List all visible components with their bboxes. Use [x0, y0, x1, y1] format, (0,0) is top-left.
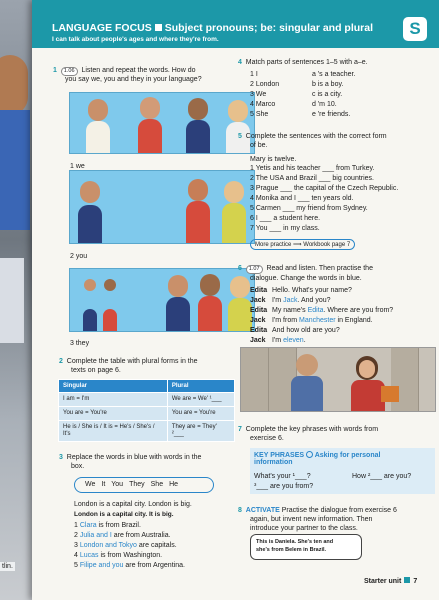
ex5-instruction-2: of be.	[250, 142, 268, 149]
match-right: a 's a teacher.	[312, 71, 356, 78]
list-item: 2 Julia and I are from Australia.	[74, 532, 171, 539]
ex6-instruction-2: dialogue. Change the words in blue.	[250, 275, 362, 282]
ex3-example-b: London is a capital city. It is big.	[74, 511, 174, 518]
page-subtitle: I can talk about people's ages and where they're from.	[52, 36, 219, 43]
list-item: 1 Clara is from Brazil.	[74, 522, 141, 529]
ex5-example: Mary is twelve.	[250, 156, 297, 163]
list-item: 4 Monika and I ___ ten years old.	[250, 195, 354, 202]
ex2-instruction: 2 Complete the table with plural forms in the	[59, 358, 198, 365]
ex2-instruction-2: texts on page 6.	[71, 367, 121, 374]
ex5-instruction: 5 Complete the sentences with the correct form	[238, 133, 387, 140]
key-phrases-box: KEY PHRASES Asking for personal information What's your ¹___? How ²___ are you? ³___ are you from?	[250, 448, 435, 494]
illustration-you	[69, 170, 255, 244]
caption-they: 3 they	[70, 340, 90, 347]
list-item: 7 You ___ in my class.	[250, 225, 320, 232]
header-banner	[32, 0, 439, 48]
list-item: 3 Prague ___ the capital of the Czech Republic.	[250, 185, 399, 192]
match-left: 3 We	[250, 91, 267, 98]
left-page-fragment: tlin.	[2, 563, 13, 570]
workbook-link[interactable]: More practice ⟹ Workbook page 7	[250, 239, 355, 250]
match-right: e 're friends.	[312, 111, 351, 118]
ex3-instruction: 3 Replace the words in blue with words in the	[59, 454, 202, 461]
textbook-page	[32, 0, 439, 600]
ex4-instruction: 4 Match parts of sentences 1–5 with a–e.	[238, 59, 368, 66]
table-row: He is / She is / It is = He's / She's / It's They are = They' ²___	[59, 421, 235, 442]
caption-we: 1 we	[70, 163, 85, 170]
ex6-instruction: 6 1.07 Read and listen. Then practise the	[238, 265, 373, 272]
list-item: 4 Lucas is from Washington.	[74, 552, 163, 559]
dialogue-line: Edita Hello. What's your name?	[250, 287, 352, 294]
ex3-instruction-2: box.	[71, 463, 85, 470]
list-item: 3 London and Tokyo are capitals.	[74, 542, 177, 549]
list-item: 1 Yetis and his teacher ___ from Turkey.	[250, 165, 375, 172]
table-row: You are = You're You are = You're	[59, 407, 235, 421]
table-header: Plural	[167, 380, 234, 393]
list-item: 5 Filipe and you are from Argentina.	[74, 562, 185, 569]
audio-icon[interactable]: 1.06	[61, 67, 78, 76]
page-title: LANGUAGE FOCUS Subject pronouns; be: singular and plural	[52, 22, 374, 34]
match-right: c is a city.	[312, 91, 343, 98]
match-right: d 'm 10.	[312, 101, 337, 108]
table-header: Singular	[59, 380, 168, 393]
left-page-photo	[0, 0, 32, 600]
list-item: 6 I ___ a student here.	[250, 215, 321, 222]
table-row: I am = I'm We are = We' ¹___	[59, 393, 235, 407]
speech-note: This is Daniela. She's ten and she's from Belem in Brazil.	[250, 534, 362, 560]
ex8-instruction-3: introduce your partner to the class.	[250, 525, 358, 532]
key-phrase: What's your ¹___?	[254, 473, 311, 480]
ex7-instruction: 7 Complete the key phrases with words from	[238, 426, 379, 433]
caption-you: 2 you	[70, 253, 88, 260]
dialogue-line: Jack I'm eleven.	[250, 337, 306, 344]
ex8-instruction-2: again, but invent new information. Then	[250, 516, 373, 523]
plural-forms-table	[58, 379, 235, 442]
match-left: 5 She	[250, 111, 269, 118]
ex7-instruction-2: exercise 6.	[250, 435, 284, 442]
list-item: 2 The USA and Brazil ___ big countries.	[250, 175, 375, 182]
match-left: 1 I	[250, 71, 258, 78]
illustration-they	[69, 268, 255, 332]
key-phrase: How ²___ are you?	[352, 473, 412, 480]
ex1-instruction-2: you say we, you and they in your language?	[65, 76, 202, 83]
word-box: We It You They She He	[74, 477, 214, 493]
school-corridor-photo	[240, 347, 436, 412]
key-phrases-title: KEY PHRASES Asking for personal	[254, 452, 381, 459]
match-right: b is a boy.	[312, 81, 344, 88]
page-footer: Starter unit 7	[364, 578, 418, 585]
page-number: 7	[413, 578, 418, 585]
ex3-example-a: London is a capital city. London is big.	[74, 501, 192, 508]
key-phrase: ³___ are you from?	[254, 483, 314, 490]
ex8-instruction: 8 ACTIVATE Practise the dialogue from exercise 6	[238, 507, 397, 514]
list-item: 5 Carmen ___ my friend from Sydney.	[250, 205, 368, 212]
dialogue-line: Edita My name's Edita. Where are you from?	[250, 307, 394, 314]
match-left: 2 London	[250, 81, 280, 88]
match-left: 4 Marco	[250, 101, 276, 108]
unit-badge: S	[403, 17, 427, 41]
ex1-instruction: 1 1.06 Listen and repeat the words. How do	[53, 67, 196, 74]
key-phrases-icon	[306, 451, 313, 458]
illustration-we	[69, 92, 255, 154]
dialogue-line: Jack I'm Jack. And you?	[250, 297, 331, 304]
dialogue-line: Edita And how old are you?	[250, 327, 340, 334]
dialogue-line: Jack I'm from Manchester in England.	[250, 317, 373, 324]
audio-icon[interactable]: 1.07	[246, 265, 263, 274]
